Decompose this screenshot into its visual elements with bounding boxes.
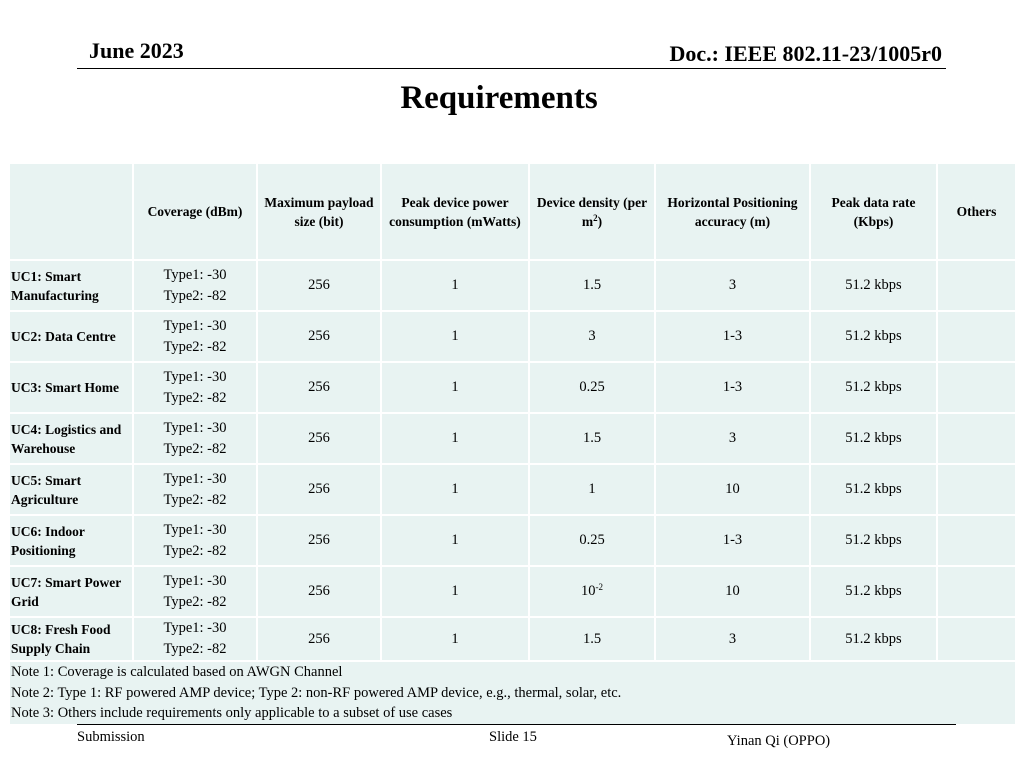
accuracy-cell: 1-3 bbox=[655, 362, 810, 413]
density-cell: 1.5 bbox=[529, 617, 655, 661]
rate-cell: 51.2 kbps bbox=[810, 260, 937, 311]
coverage-cell: Type1: -30 Type2: -82 bbox=[133, 413, 257, 464]
table-row bbox=[9, 260, 1016, 311]
table-row bbox=[9, 413, 1016, 464]
power-cell: 1 bbox=[381, 566, 529, 617]
others-cell bbox=[937, 413, 1016, 464]
header-cell-rate: Peak data rate (Kbps) bbox=[810, 163, 937, 260]
usecase-cell: UC2: Data Centre bbox=[9, 311, 133, 362]
others-cell bbox=[937, 260, 1016, 311]
table-row bbox=[9, 617, 1016, 661]
power-cell: 1 bbox=[381, 515, 529, 566]
density-cell: 0.25 bbox=[529, 515, 655, 566]
density-cell: 1.5 bbox=[529, 260, 655, 311]
usecase-cell: UC8: Fresh Food Supply Chain bbox=[9, 617, 133, 661]
others-cell bbox=[937, 311, 1016, 362]
usecase-cell: UC6: Indoor Positioning bbox=[9, 515, 133, 566]
others-cell bbox=[937, 566, 1016, 617]
density-cell: 1 bbox=[529, 464, 655, 515]
payload-cell: 256 bbox=[257, 515, 381, 566]
payload-cell: 256 bbox=[257, 617, 381, 661]
table-row bbox=[9, 362, 1016, 413]
payload-cell: 256 bbox=[257, 260, 381, 311]
rate-cell: 51.2 kbps bbox=[810, 413, 937, 464]
usecase-cell: UC4: Logistics and Warehouse bbox=[9, 413, 133, 464]
requirements-table bbox=[8, 162, 1017, 726]
power-cell: 1 bbox=[381, 362, 529, 413]
note-1: Note 1: Coverage is calculated based on AWGN Channel bbox=[11, 664, 343, 680]
others-cell bbox=[937, 515, 1016, 566]
power-cell: 1 bbox=[381, 617, 529, 661]
footer-submission: Submission bbox=[77, 729, 145, 745]
density-cell: 1.5 bbox=[529, 413, 655, 464]
others-cell bbox=[937, 464, 1016, 515]
header-cell-others: Others bbox=[937, 163, 1016, 260]
power-cell: 1 bbox=[381, 260, 529, 311]
coverage-cell: Type1: -30 Type2: -82 bbox=[133, 515, 257, 566]
coverage-cell: Type1: -30 Type2: -82 bbox=[133, 617, 257, 661]
coverage-cell: Type1: -30 Type2: -82 bbox=[133, 260, 257, 311]
accuracy-cell: 1-3 bbox=[655, 515, 810, 566]
note-3: Note 3: Others include requirements only applicable to a subset of use cases bbox=[11, 705, 453, 721]
others-cell bbox=[937, 362, 1016, 413]
header-doc-id: Doc.: IEEE 802.11-23/1005r0 bbox=[669, 41, 942, 66]
power-cell: 1 bbox=[381, 413, 529, 464]
header-cell-payload: Maximum payload size (bit) bbox=[257, 163, 381, 260]
rate-cell: 51.2 kbps bbox=[810, 515, 937, 566]
accuracy-cell: 10 bbox=[655, 566, 810, 617]
payload-cell: 256 bbox=[257, 362, 381, 413]
usecase-cell: UC1: Smart Manufacturing bbox=[9, 260, 133, 311]
header-cell-usecase bbox=[9, 163, 133, 260]
accuracy-cell: 1-3 bbox=[655, 311, 810, 362]
payload-cell: 256 bbox=[257, 566, 381, 617]
rate-cell: 51.2 kbps bbox=[810, 617, 937, 661]
table-header-row bbox=[9, 163, 1016, 260]
power-cell: 1 bbox=[381, 464, 529, 515]
footer-slide-number: Slide 15 bbox=[489, 729, 537, 745]
footer-divider bbox=[77, 724, 956, 725]
coverage-cell: Type1: -30 Type2: -82 bbox=[133, 566, 257, 617]
rate-cell: 51.2 kbps bbox=[810, 311, 937, 362]
header-cell-accuracy: Horizontal Positioning accuracy (m) bbox=[655, 163, 810, 260]
accuracy-cell: 3 bbox=[655, 617, 810, 661]
header-cell-density: Device density (per $m^2$) bbox=[529, 163, 655, 260]
table-row bbox=[9, 566, 1016, 617]
coverage-cell: Type1: -30 Type2: -82 bbox=[133, 464, 257, 515]
density-cell: 0.25 bbox=[529, 362, 655, 413]
density-cell: 3 bbox=[529, 311, 655, 362]
header-divider bbox=[77, 68, 946, 69]
notes-cell bbox=[9, 661, 1016, 725]
rate-cell: 51.2 kbps bbox=[810, 464, 937, 515]
power-cell: 1 bbox=[381, 311, 529, 362]
table-row bbox=[9, 311, 1016, 362]
slide-title: Requirements bbox=[400, 80, 598, 116]
payload-cell: 256 bbox=[257, 311, 381, 362]
header-cell-power: Peak device power consumption (mWatts) bbox=[381, 163, 529, 260]
density-cell: $10^{-2}$ bbox=[529, 566, 655, 617]
coverage-cell: Type1: -30 Type2: -82 bbox=[133, 311, 257, 362]
usecase-cell: UC7: Smart Power Grid bbox=[9, 566, 133, 617]
payload-cell: 256 bbox=[257, 413, 381, 464]
accuracy-cell: 10 bbox=[655, 464, 810, 515]
table-row bbox=[9, 464, 1016, 515]
coverage-cell: Type1: -30 Type2: -82 bbox=[133, 362, 257, 413]
payload-cell: 256 bbox=[257, 464, 381, 515]
usecase-cell: UC5: Smart Agriculture bbox=[9, 464, 133, 515]
usecase-cell: UC3: Smart Home bbox=[9, 362, 133, 413]
header-cell-coverage: Coverage (dBm) bbox=[133, 163, 257, 260]
table-row bbox=[9, 515, 1016, 566]
others-cell bbox=[937, 617, 1016, 661]
accuracy-cell: 3 bbox=[655, 260, 810, 311]
rate-cell: 51.2 kbps bbox=[810, 362, 937, 413]
header-date: June 2023 bbox=[89, 38, 184, 63]
footer-author: Yinan Qi (OPPO) bbox=[727, 733, 831, 749]
note-2: Note 2: Type 1: RF powered AMP device; Type 2: non-RF powered AMP device, e.g., thermal, solar, etc. bbox=[11, 684, 622, 701]
rate-cell: 51.2 kbps bbox=[810, 566, 937, 617]
notes-row bbox=[9, 661, 1016, 725]
accuracy-cell: 3 bbox=[655, 413, 810, 464]
